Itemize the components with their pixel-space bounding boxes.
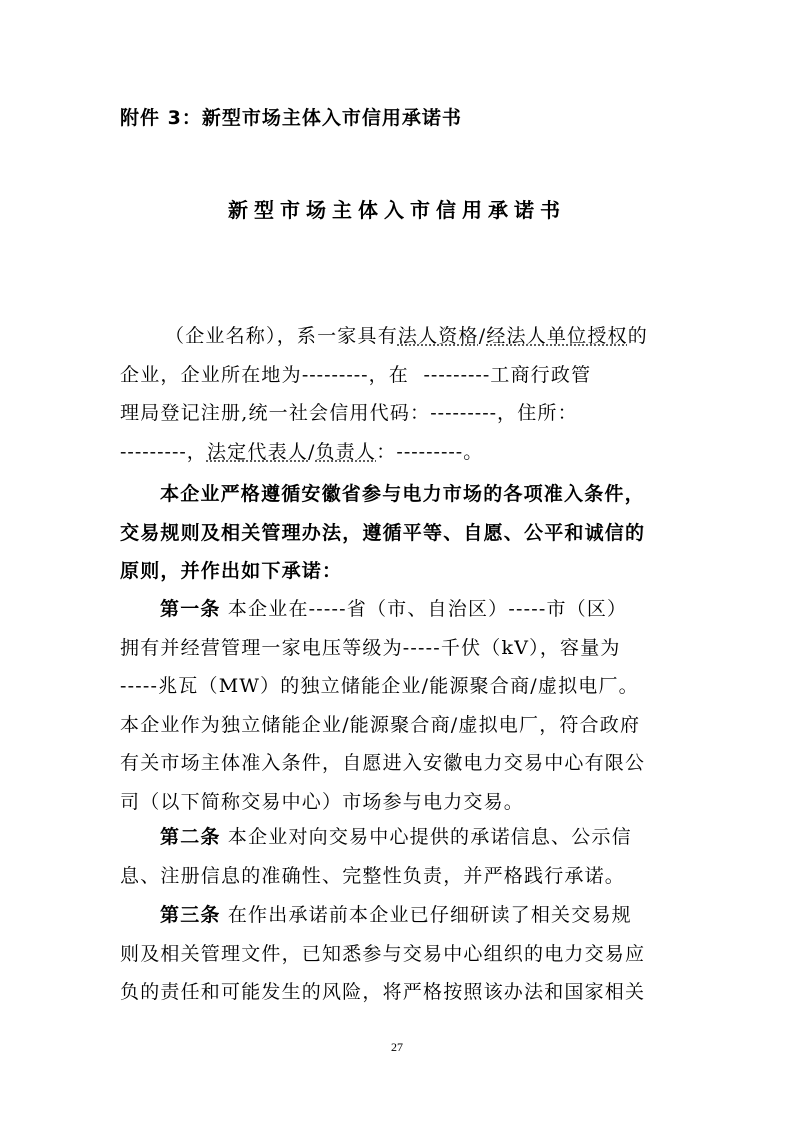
article-2-label: 第二条 <box>160 826 221 848</box>
paragraph-line: 拥有并经营管理一家电压等级为-----千伏（kV），容量为 <box>120 636 621 659</box>
credit-code-blank[interactable]: --------- <box>430 402 498 424</box>
text-fragment: 在作出承诺前本企业已仔细研读了相关交易规 <box>220 904 632 926</box>
article-1-label: 第一条 <box>160 598 221 620</box>
text-fragment: 本企业在-----省（市、自治区）-----市（区） <box>220 598 628 620</box>
commitment-intro-paragraph <box>120 475 673 591</box>
paragraph-line <box>120 356 673 395</box>
text-fragment: ，在 <box>368 363 424 386</box>
paragraph-line: 有关市场主体准入条件，自愿进入安徽电力交易中心有限公 <box>120 752 646 774</box>
responsible-person-text: 负责人 <box>315 440 377 463</box>
legal-person-qualification-text: 法人资格 <box>397 325 479 347</box>
location-blank[interactable]: --------- <box>301 363 369 386</box>
paragraph-line <box>120 317 673 356</box>
text-fragment: ，住所： <box>497 402 578 424</box>
article-2 <box>120 818 673 895</box>
paragraph-line: -----兆瓦（MW）的独立储能企业/能源聚合商/虚拟电厂。 <box>120 675 639 697</box>
paragraph-line: 原则，并作出如下承诺： <box>120 560 343 582</box>
paragraph-line <box>120 896 673 935</box>
text-fragment: 企业，企业所在地为 <box>120 363 302 386</box>
company-info-paragraph <box>120 317 673 471</box>
paragraph-line: 负的责任和可能发生的风险，将严格按照该办法和国家相关 <box>120 981 646 1003</box>
paragraph-line <box>120 394 673 433</box>
company-name-text: （企业名称），系一家具有 <box>165 325 398 347</box>
registration-authority-blank[interactable]: --------- <box>423 363 491 386</box>
authorized-unit-text: 经法人单位授权 <box>486 325 628 347</box>
page-number: 27 <box>391 1040 403 1054</box>
text-fragment: 本企业对向交易中心提供的承诺信息、公示信 <box>220 826 632 848</box>
text-fragment: 理局登记注册,统一社会信用代码： <box>120 402 431 424</box>
paragraph-line: 则及相关管理文件，已知悉参与交易中心组织的电力交易应 <box>120 942 646 965</box>
paragraph-line: 息、注册信息的准确性、完整性负责，并严格践行承诺。 <box>120 864 626 887</box>
slash-separator: / <box>308 440 316 463</box>
legal-representative-text: 法定代表人 <box>206 440 308 463</box>
article-1 <box>120 590 673 821</box>
paragraph-line <box>120 590 673 629</box>
paragraph-line <box>120 433 673 472</box>
representative-name-blank[interactable]: --------- <box>396 440 464 463</box>
attachment-heading: 附件 3：新型市场主体入市信用承诺书 <box>120 107 462 129</box>
text-fragment: 。 <box>463 440 484 463</box>
document-title: 新型市场主体入市信用承诺书 <box>228 198 566 222</box>
paragraph-line: 交易规则及相关管理办法，遵循平等、自愿、公平和诚信的 <box>120 521 646 544</box>
paragraph-line: 司（以下简称交易中心）市场参与电力交易。 <box>120 790 525 813</box>
text-fragment: 工商行政管 <box>490 363 592 386</box>
paragraph-line: 本企业严格遵循安徽省参与电力市场的各项准入条件， <box>160 483 645 505</box>
paragraph-line <box>120 818 673 857</box>
article-3-label: 第三条 <box>160 904 221 926</box>
text-fragment: 的 <box>627 325 648 347</box>
paragraph-line: 本企业作为独立储能企业/能源聚合商/虚拟电厂，符合政府 <box>120 713 641 736</box>
text-fragment: ， <box>186 440 207 463</box>
slash-separator: / <box>478 325 487 347</box>
text-fragment: ： <box>376 440 397 463</box>
address-blank[interactable]: --------- <box>120 440 187 463</box>
article-3 <box>120 896 673 1012</box>
